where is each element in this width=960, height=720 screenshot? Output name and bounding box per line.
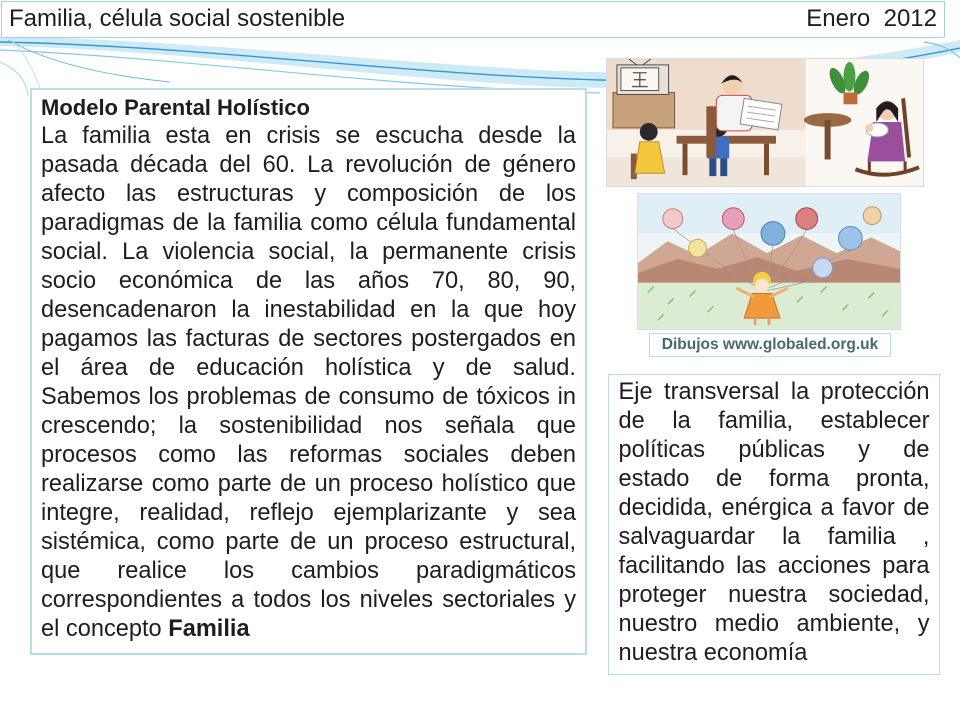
main-text-last-line: [41, 615, 576, 644]
main-text-line: el área de educación holística y de salud.: [41, 355, 576, 381]
slide-title: Familia, célula social sostenible: [9, 5, 346, 32]
main-text-line: paradigmas de la familia como célula fundamental: [41, 210, 576, 236]
slide-date: Enero 2012: [806, 5, 937, 32]
side-text-line: nuestro medio ambiente, y: [618, 610, 930, 637]
side-text-line: políticas públicas y de: [618, 436, 930, 463]
main-text-line: pasada década del 60. La revolución de género: [41, 152, 576, 178]
main-text-line: socio económica de las años 70, 80, 90,: [41, 268, 576, 294]
slide-header: [1, 1, 945, 38]
main-text-line: Sabemos los problemas de consumo de tóxicos in: [41, 384, 576, 410]
main-text-line: afecto las estructuras y composición de los: [41, 181, 576, 207]
main-text-line: correspondientes a todos los niveles sectoriales y: [41, 587, 576, 613]
emphasis-word: Familia: [168, 616, 250, 642]
main-text-last-line-lead: el concepto: [41, 616, 162, 642]
main-text-line: integre, realidad, reflejo ejemplarizante y sea: [41, 500, 576, 526]
side-text-line: de la familia, establecer: [618, 407, 930, 434]
side-text-line: proteger nuestra sociedad,: [618, 581, 930, 608]
balloons-drawing-image: [637, 193, 901, 330]
main-text-line: desencadenaron la inestabilidad en la que hoy: [41, 297, 576, 323]
main-text-line: realizarse como parte de un proceso holístico que: [41, 471, 576, 497]
family-drawing-image: [606, 58, 924, 187]
side-text-line: facilitando las acciones para: [618, 552, 930, 579]
side-text-line: decidida, enérgica a favor de: [618, 494, 930, 521]
main-text-box: [30, 88, 587, 655]
main-text-line: social. La violencia social, la permanente crisis: [41, 239, 576, 265]
side-text-line: estado de forma pronta,: [618, 465, 930, 492]
main-text-line: que realice los cambios paradigmáticos: [41, 558, 576, 584]
image-caption: Dibujos www.globaled.org.uk: [649, 333, 891, 357]
main-text-line: crescendo; la sostenibilidad nos señala que: [41, 413, 576, 439]
main-text-line: procesos como las reformas sociales deben: [41, 442, 576, 468]
side-text-line: salvaguardar la familia ,: [618, 523, 930, 550]
main-text-line: sistémica, como parte de un proceso estructural,: [41, 529, 576, 555]
main-heading: Modelo Parental Holístico: [41, 95, 310, 120]
side-text-last-line: nuestra economía: [618, 639, 808, 666]
side-text-line: Eje transversal la protección: [618, 378, 930, 405]
side-text-box: [608, 374, 940, 675]
main-text-line: pagamos las facturas de sectores postergados en: [41, 326, 576, 352]
main-text-line: La familia esta en crisis se escucha desde la: [41, 123, 576, 149]
